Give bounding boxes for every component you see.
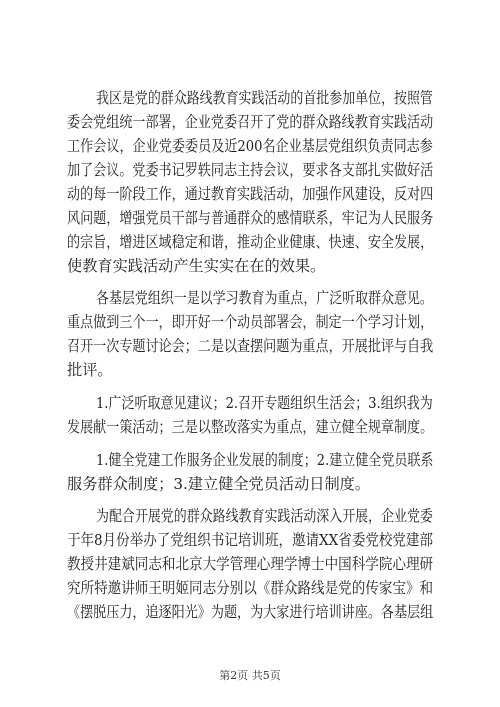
paragraph-line: 究所特邀讲师王明姬同志分别以《群众路线是党的传家宝》和 xyxy=(67,579,434,597)
paragraph-line: 我区是党的群众路线教育实践活动的首批参加单位，按照管 xyxy=(96,89,433,107)
paragraph-line: 服务群众制度；3.建立健全党员活动日制度。 xyxy=(67,475,371,493)
paragraph-line: 委会党组统一部署，企业党委召开了党的群众路线教育实践活动 xyxy=(67,113,434,131)
paragraph-line: 重点做到三个一，即开好一个动员部署会，制定一个学习计划， xyxy=(67,313,434,331)
paragraph-line: 工作会议，企业党委委员及近200名企业基层党组织负责同志参 xyxy=(67,137,433,155)
paragraph-line: 召开一次专题讨论会；二是以查摆问题为重点，开展批评与自我 xyxy=(67,337,434,355)
paragraph-line: 批评。 xyxy=(67,361,113,379)
paragraph-line: 1.健全党建工作服务企业发展的制度；2.建立健全党员联系 xyxy=(96,451,434,469)
paragraph-line: 各基层党组织一是以学习教育为重点，广泛听取群众意见。 xyxy=(96,289,433,307)
paragraph-line: 加了会议。党委书记罗轶同志主持会议，要求各支部扎实做好活 xyxy=(67,161,434,179)
paragraph-line: 于年8月份举办了党组织书记培训班，邀请XX省委党校党建部 xyxy=(67,531,433,549)
paragraph-line: 使教育实践活动产生实实在在的效果。 xyxy=(67,257,326,275)
paragraph-line: 发展献一策活动；三是以整改落实为重点，建立健全规章制度。 xyxy=(67,418,434,436)
paragraph-line: 动的每一阶段工作，通过教育实践活动，加强作风建设，反对四 xyxy=(67,185,434,203)
paragraph-line: 1.广泛听取意见建议；2.召开专题组织生活会；3.组织我为 xyxy=(96,394,433,412)
paragraph-line: 风问题，增强党员干部与普通群众的感情联系，牢记为人民服务 xyxy=(67,209,434,227)
paragraph-line: 《摆脱压力，追逐阳光》为题，为大家进行培训讲座。各基层组 xyxy=(67,603,434,621)
page-number-footer: 第2页 共5页 xyxy=(219,669,281,682)
paragraph-line: 为配合开展党的群众路线教育实践活动深入开展，企业党委 xyxy=(96,507,433,525)
paragraph-line: 的宗旨，增进区域稳定和谐，推动企业健康、快速、安全发展， xyxy=(67,233,434,251)
paragraph-line: 教授井建斌同志和北京大学管理心理学博士中国科学院心理研 xyxy=(67,555,434,573)
